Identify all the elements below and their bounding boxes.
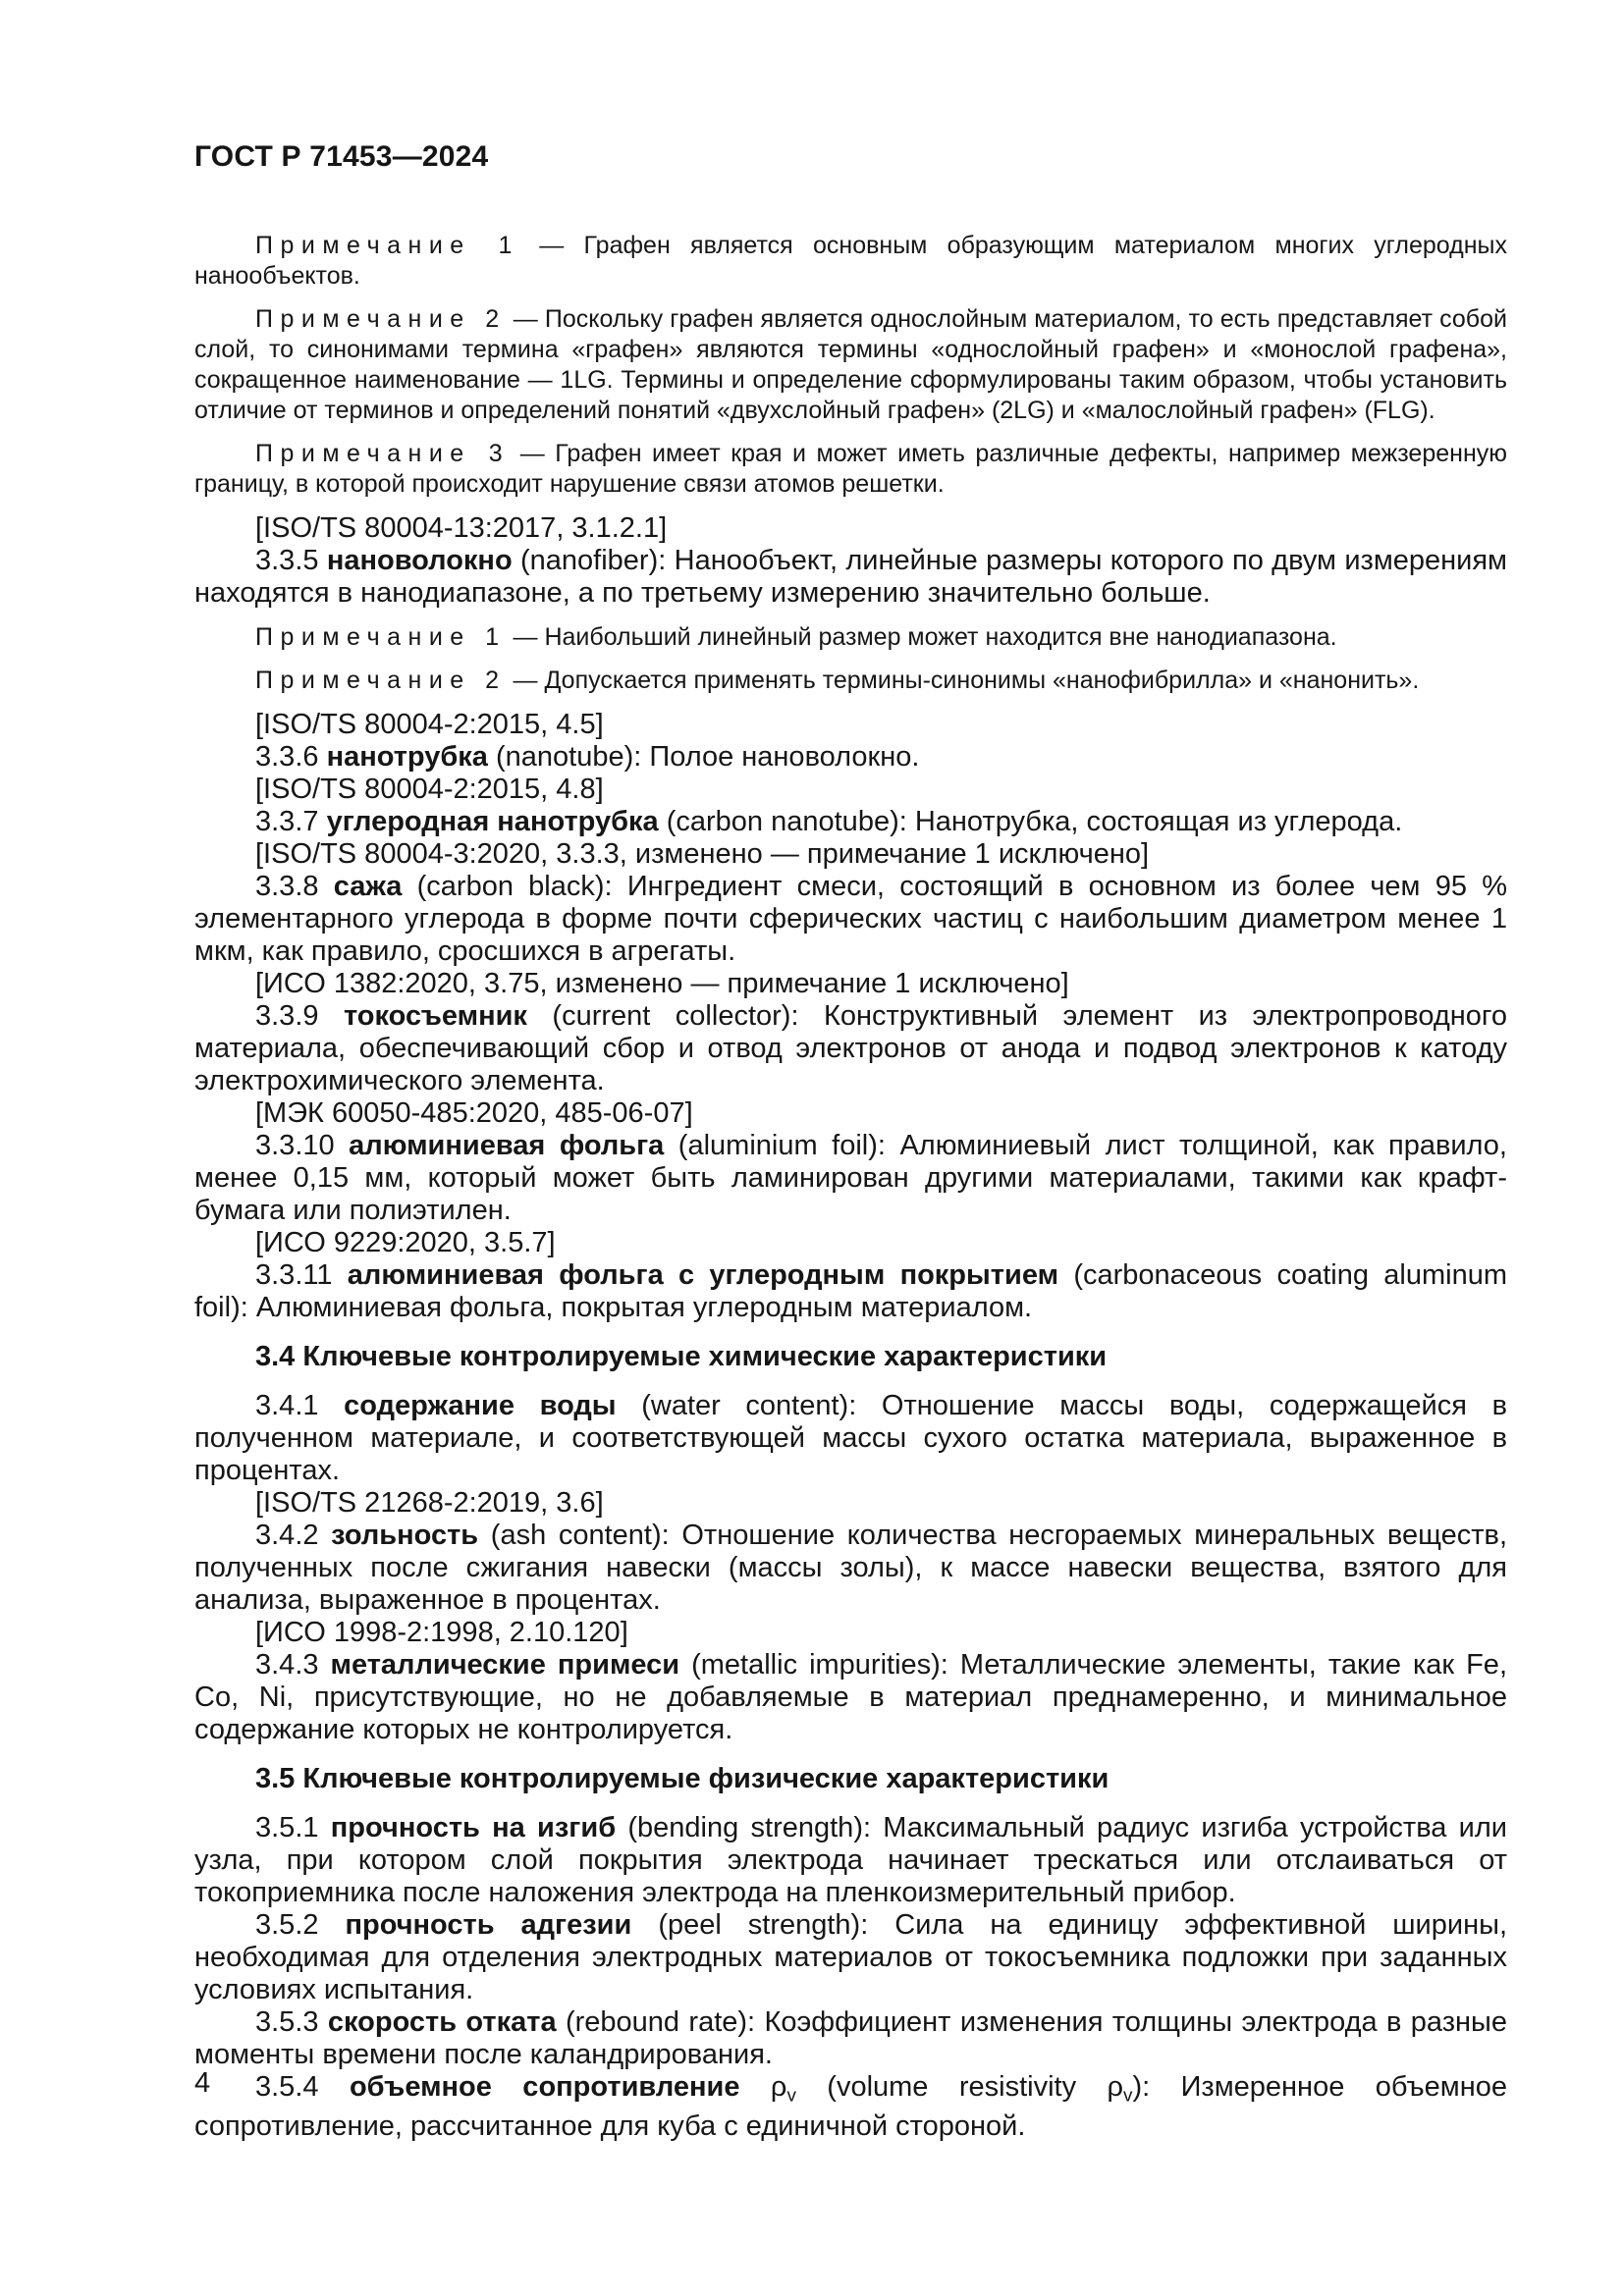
text-run: скорость отката xyxy=(327,2006,557,2038)
body-paragraph xyxy=(194,1259,1507,1324)
section-heading xyxy=(194,1763,1507,1795)
text-run: сажа xyxy=(333,871,403,902)
text-run: (carbon black): Ингредиент смеси, состоящий в основном из более чем 95 % элементарного углерода в форме почти сферических частиц с наибольшим диаметром менее 1 мкм, как правило, сросшихся в агрегаты. xyxy=(194,871,1507,967)
text-run: (aluminium foil): Алюминиевый лист толщиной, как правило, менее 0,15 мм, который может быть ламинирован другими материалами, такими как крафт-бумага или полиэтилен. xyxy=(194,1130,1507,1226)
text-run: — Графен является основным образующим материалом многих углеродных нанообъектов. xyxy=(194,232,1507,290)
text-run: 3.4 Ключевые контролируемые химические характеристики xyxy=(255,1341,1108,1372)
text-run: (rebound rate): Коэффициент изменения толщины электрода в разные моменты времени после каландрирования. xyxy=(194,2006,1507,2070)
text-run: (carbonaceous coating aluminum foil): Алюминиевая фольга, покрытая углеродным материалом. xyxy=(194,1259,1507,1323)
body-paragraph xyxy=(194,741,1507,774)
note-paragraph xyxy=(194,666,1507,696)
text-run: 3.4.3 xyxy=(255,1649,331,1681)
body-paragraph xyxy=(194,1130,1507,1227)
text-run: — Поскольку графен является однослойным материалом, то есть представляет собой слой, то синонимами термина «графен» являются термины «однослойный графен» и «монослой графена», сокращенное наименование — 1LG. Термины и определение сформулированы таким образом, чтобы установить отличие от терминов и определений понятий «двухслойный графен» (2LG) и «малослойный графен» (FLG). xyxy=(194,305,1507,424)
text-run: алюминиевая фольга xyxy=(349,1130,665,1161)
document-content xyxy=(194,218,1507,2143)
body-paragraph xyxy=(194,1909,1507,2006)
section-heading xyxy=(194,1341,1507,1373)
text-run: 3.3.6 xyxy=(255,741,327,773)
body-paragraph xyxy=(194,1390,1507,1487)
text-run: ρ xyxy=(739,2071,787,2103)
text-run: 3.3.7 xyxy=(255,806,327,837)
text-run: (metallic impurities): Металлические элементы, такие как Fe, Co, Ni, присутствующие, но не добавляемые в материал преднамеренно, и минимальное содержание которых не контролируется. xyxy=(194,1649,1507,1745)
text-run: 3.4.2 xyxy=(255,1520,332,1551)
text-run: (ash content): Отношение количества несгораемых минеральных веществ, полученных после сжигания навески (массы золы), к массе навески вещества, взятого для анализа, выраженное в процентах. xyxy=(194,1520,1508,1616)
body-paragraph xyxy=(194,1227,1507,1259)
text-run: v xyxy=(786,2084,796,2106)
body-paragraph xyxy=(194,512,1507,545)
text-run: [ИСО 1998-2:1998, 2.10.120] xyxy=(255,1617,628,1648)
text-run: — Наибольший линейный размер может находится вне нанодиапазона. xyxy=(506,623,1337,651)
text-run: Примечание 2 xyxy=(255,667,507,694)
text-run: [ИСО 1382:2020, 3.75, изменено — примечание 1 исключено] xyxy=(255,968,1069,999)
body-paragraph xyxy=(194,1000,1507,1097)
text-run: v xyxy=(1123,2084,1133,2106)
body-paragraph xyxy=(194,1487,1507,1520)
text-run: (carbon nanotube): Нанотрубка, состоящая из углерода. xyxy=(658,806,1403,837)
text-run: [ISO/TS 21268-2:2019, 3.6] xyxy=(255,1487,604,1519)
text-run: 3.3.5 xyxy=(255,545,327,576)
body-paragraph xyxy=(194,1812,1507,1909)
body-paragraph xyxy=(194,806,1507,838)
text-run: 3.5 Ключевые контролируемые физические характеристики xyxy=(255,1763,1110,1794)
text-run: [ISO/TS 80004-13:2017, 3.1.2.1] xyxy=(255,512,668,544)
body-paragraph xyxy=(194,2071,1507,2143)
text-run: [ISO/TS 80004-2:2015, 4.5] xyxy=(255,709,604,740)
text-run: 3.5.1 xyxy=(255,1812,331,1843)
text-run: — Допускается применять термины-синонимы «нанофибрилла» и «нанонить». xyxy=(506,667,1420,694)
note-paragraph xyxy=(194,231,1507,292)
text-run: — Графен имеет края и может иметь различные дефекты, например межзеренную границу, в которой происходит нарушение связи атомов решетки. xyxy=(194,440,1507,498)
body-paragraph xyxy=(194,1649,1507,1746)
text-run: Примечание 1 xyxy=(255,232,519,259)
body-paragraph xyxy=(194,2006,1507,2071)
text-run: нанотрубка xyxy=(326,741,488,773)
text-run: токосъемник xyxy=(343,1000,527,1032)
text-run: 3.4.1 xyxy=(255,1390,345,1421)
text-run: [ISO/TS 80004-2:2015, 4.8] xyxy=(255,774,604,805)
text-run: (bending strength): Максимальный радиус изгиба устройства или узла, при котором слой покрытия электрода начинает трескаться или отслаиваться от токоприемника после наложения электрода на пленкоизмерительный прибор. xyxy=(194,1812,1507,1908)
text-run: Примечание 3 xyxy=(255,440,511,467)
text-run: Примечание 2 xyxy=(255,305,507,333)
text-run: алюминиевая фольга с углеродным покрытием xyxy=(347,1259,1059,1291)
page-header-standard-number: ГОСТ Р 71453—2024 xyxy=(194,140,489,173)
text-run: (water content): Отношение массы воды, содержащейся в полученном материале, и соответствующей массы сухого остатка материала, выраженное в процентах. xyxy=(194,1390,1507,1486)
note-paragraph xyxy=(194,439,1507,500)
text-run: прочность адгезии xyxy=(345,1909,632,1941)
body-paragraph xyxy=(194,545,1507,610)
text-run: 3.3.10 xyxy=(255,1130,350,1161)
text-run: (volume resistivity ρ xyxy=(795,2071,1124,2103)
body-paragraph xyxy=(194,709,1507,741)
text-run: [МЭК 60050-485:2020, 485-06-07] xyxy=(255,1097,693,1129)
text-run: 3.5.3 xyxy=(255,2006,328,2038)
text-run: 3.3.8 xyxy=(255,871,334,902)
text-run: 3.5.4 xyxy=(255,2071,350,2103)
body-paragraph xyxy=(194,1520,1507,1617)
text-run: (current collector): Конструктивный элемент из электропроводного материала, обеспечивающий сбор и отвод электронов от анода и подвод электронов к катоду электрохимического элемента. xyxy=(194,1000,1507,1096)
body-paragraph xyxy=(194,838,1507,871)
text-run: прочность на изгиб xyxy=(330,1812,617,1843)
body-paragraph xyxy=(194,774,1507,806)
text-run: 3.3.11 xyxy=(255,1259,348,1291)
body-paragraph xyxy=(194,968,1507,1000)
text-run: (nanofiber): Нанообъект, линейные размеры которого по двум измерениям находятся в нанодиапазоне, а по третьему измерению значительно больше. xyxy=(194,545,1507,609)
text-run: зольность xyxy=(331,1520,479,1551)
body-paragraph xyxy=(194,1097,1507,1130)
text-run: [ИСО 9229:2020, 3.5.7] xyxy=(255,1227,556,1258)
text-run: углеродная нанотрубка xyxy=(326,806,659,837)
note-paragraph xyxy=(194,622,1507,653)
text-run: Примечание 1 xyxy=(255,623,507,651)
page-number: 4 xyxy=(194,2067,211,2099)
text-run: содержание воды xyxy=(344,1390,617,1421)
body-paragraph xyxy=(194,871,1507,968)
text-run: 3.5.2 xyxy=(255,1909,346,1941)
text-run: 3.3.9 xyxy=(255,1000,344,1032)
text-run: объемное сопротивление xyxy=(349,2071,740,2103)
text-run: [ISO/TS 80004-3:2020, 3.3.3, изменено — примечание 1 исключено] xyxy=(255,838,1150,870)
text-run: ): Измеренное объемное сопротивление, рассчитанное для куба с единичной стороной. xyxy=(194,2071,1507,2143)
text-run: нановолокно xyxy=(326,545,513,576)
note-paragraph xyxy=(194,304,1507,426)
body-paragraph xyxy=(194,1617,1507,1649)
text-run: металлические примеси xyxy=(330,1649,680,1681)
text-run: (nanotube): Полое нановолокно. xyxy=(487,741,920,773)
text-run: (peel strength): Сила на единицу эффективной ширины, необходимая для отделения электродных материалов от токосъемника подложки при заданных условиях испытания. xyxy=(194,1909,1508,2005)
